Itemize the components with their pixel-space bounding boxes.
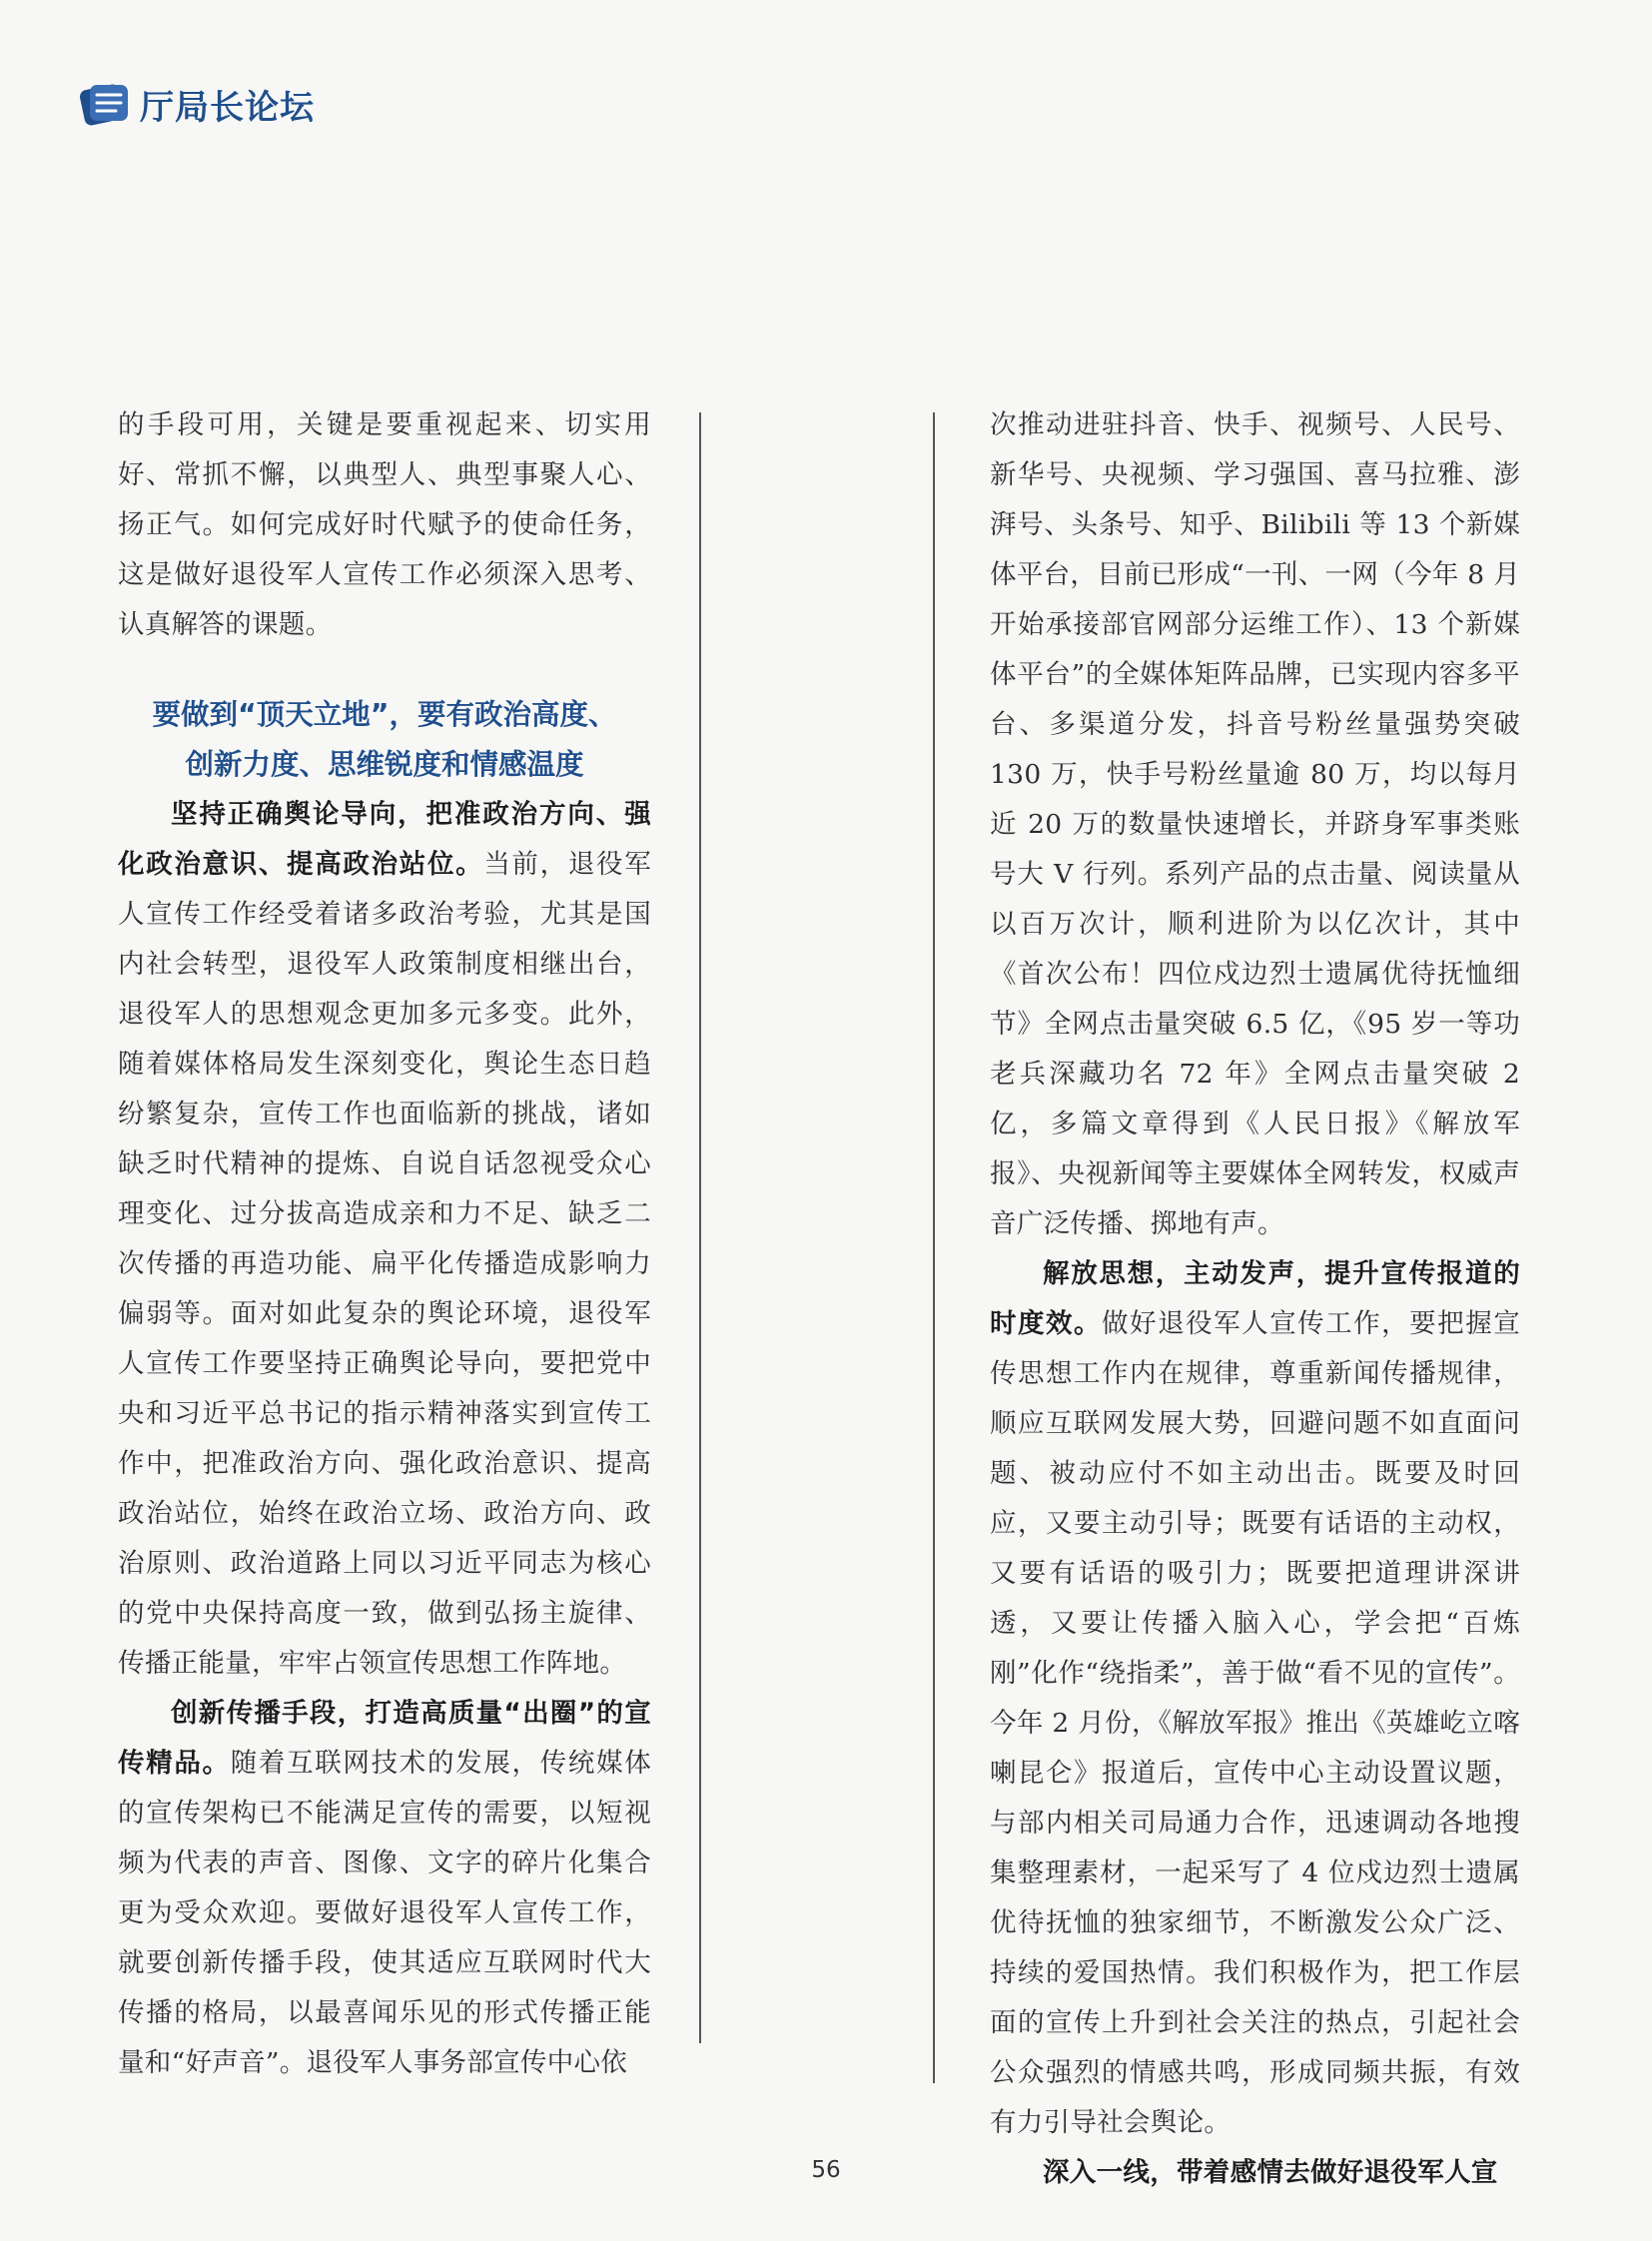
paragraph-body: 做好退役军人宣传工作，要把握宣传思想工作内在规律，尊重新闻传播规律，顺应互联网发展大势，回避问题不如直面问题、被动应付不如主动出击。既要及时回应，又要主动引导；既要有话语的主动权，又要有话语的吸引力；既要把道理讲深讲透，又要让传播入脑入心，学会把“百炼刚”化作“绕指柔”，善于做“看不见的宣传”。今年 2 月份，《解放军报》推出《英雄屹立喀喇昆仑》报道后，宣传中心主动设置议题，与部内相关司局通力合作，迅速调动各地搜集整理素材，一起采写了 4 位戍边烈士遗属优待抚恤的独家细节，不断激发公众广泛、持续的爱国热情。我们积极作为，把工作层面的宣传上升到社会关注的热点，引起社会公众强烈的情感共鸣，形成同频共振，有效有力引导社会舆论。: [990, 1308, 1520, 2138]
column-divider: [699, 412, 701, 2043]
paragraph-lead: 深入一线，带着感情去做好退役军人宣: [1043, 2157, 1498, 2188]
column-divider: [933, 412, 935, 2083]
paragraph: [118, 1689, 651, 2088]
page-number: 56: [811, 2157, 841, 2183]
section-heading-line: 要做到“顶天立地”，要有政治高度、: [152, 698, 617, 731]
right-column: [990, 400, 1520, 2198]
page-header: [80, 78, 315, 130]
paragraph-body: 随着互联网技术的发展，传统媒体的宣传架构已不能满足宣传的需要，以短视频为代表的声音、图像、文字的碎片化集合更为受众欢迎。要做好退役军人宣传工作，就要创新传播手段，使其适应互联网时代大传播的格局，以最喜闻乐见的形式传播正能量和“好声音”。退役军人事务部宣传中心依: [118, 1748, 652, 2078]
paragraph-lead: 创新传播手段，打造高质量“出圈”的宣传精品。: [118, 1698, 651, 1779]
paragraph: 次推动进驻抖音、快手、视频号、人民号、新华号、央视频、学习强国、喜马拉雅、澎湃号、头条号、知乎、Bilibili 等 13 个新媒体平台，目前已形成“一刊、一网（今年 8 月开始承接部官网部分运维工作）、13 个新媒体平台”的全媒体矩阵品牌，已实现内容多平台、多渠道分发，抖音号粉丝量强势突破 130 万，快手号粉丝量逾 80 万，均以每月近 20 万的数量快速增长，并跻身军事类账号大 V 行列。系列产品的点击量、阅读量从以百万次计，顺利进阶为以亿次计，其中《首次公布！四位戍边烈士遗属优待抚恤细节》全网点击量突破 6.5 亿，《95 岁一等功老兵深藏功名 72 年》全网点击量突破 2 亿，多篇文章得到《人民日报》《解放军报》、央视新闻等主要媒体全网转发，权威声音广泛传播、掷地有声。: [990, 409, 1520, 1239]
section-heading: [118, 690, 651, 790]
paragraph-lead: 解放思想，主动发声，提升宣传报道的时度效。: [990, 1258, 1520, 1339]
section-heading-line: 创新力度、思维锐度和情感温度: [185, 748, 584, 781]
document-stack-icon: [80, 79, 132, 129]
left-column: [118, 400, 651, 2088]
paragraph: [118, 790, 651, 1689]
paragraph: [990, 1249, 1520, 2148]
brand-title: 厅局长论坛: [140, 87, 315, 128]
paragraph-body: 当前，退役军人宣传工作经受着诸多政治考验，尤其是国内社会转型，退役军人政策制度相继出台，退役军人的思想观念更加多元多变。此外，随着媒体格局发生深刻变化，舆论生态日趋纷繁复杂，宣传工作也面临新的挑战，诸如缺乏时代精神的提炼、自说自话忽视受众心理变化、过分拔高造成亲和力不足、缺乏二次传播的再造功能、扁平化传播造成影响力偏弱等。面对如此复杂的舆论环境，退役军人宣传工作要坚持正确舆论导向，要把党中央和习近平总书记的指示精神落实到宣传工作中，把准政治方向、强化政治意识、提高政治站位，始终在政治立场、政治方向、政治原则、政治道路上同以习近平同志为核心的党中央保持高度一致，做到弘扬主旋律、传播正能量，牢牢占领宣传思想工作阵地。: [118, 849, 651, 1679]
paragraph: 的手段可用，关键是要重视起来、切实用好、常抓不懈，以典型人、典型事聚人心、扬正气。如何完成好时代赋予的使命任务，这是做好退役军人宣传工作必须深入思考、认真解答的课题。: [118, 409, 651, 640]
paragraph-lead: 坚持正确舆论导向，把准政治方向、强化政治意识、提高政治站位。: [118, 799, 651, 880]
